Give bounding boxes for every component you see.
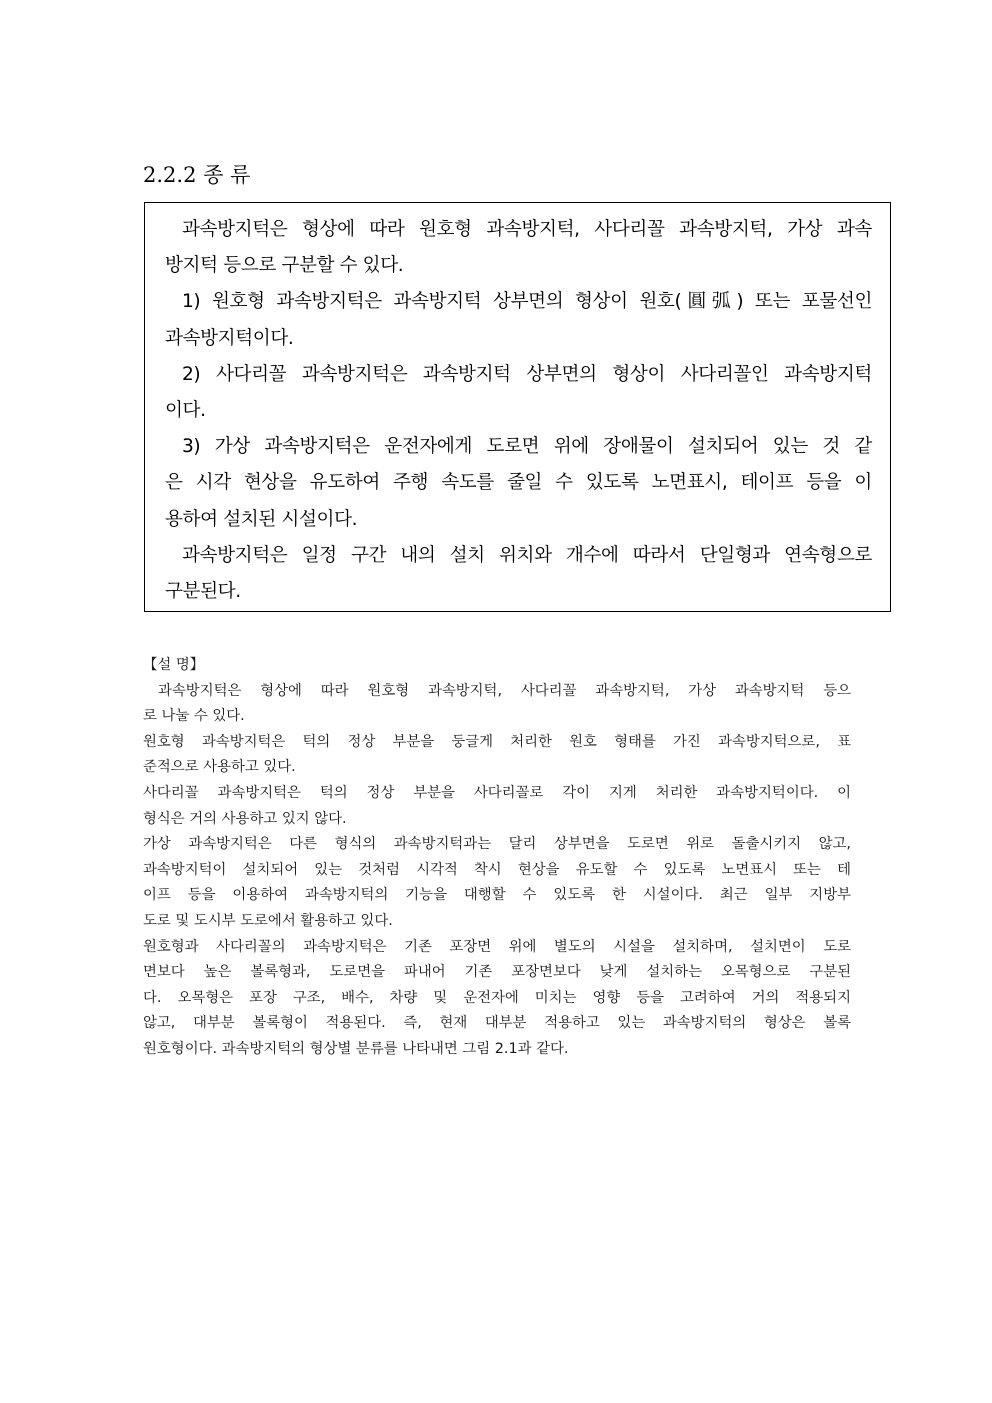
explanation-line: 이프 등을 이용하여 과속방지턱의 기능을 대행할 수 있도록 한 시설이다. 최근 일부 지방부 xyxy=(143,887,851,904)
explanation-line: 사다리꼴 과속방지턱은 턱의 정상 부분을 사다리꼴로 각이 지게 처리한 과속방지턱이다. 이 xyxy=(143,784,851,801)
explanation-line: 과속방지턱은 형상에 따라 원호형 과속방지턱, 사다리꼴 과속방지턱, 가상 과속방지턱 등으 xyxy=(158,682,851,699)
explanation-line: 과속방지턱이 설치되어 있는 것처럼 시각적 착시 현상을 유도할 수 있도록 노면표시 또는 테 xyxy=(143,861,851,878)
provision-line: 과속방지턱이다. xyxy=(165,327,294,349)
explanation-line: 않고, 대부분 볼록형이 적용된다. 즉, 현재 대부분 적용하고 있는 과속방지턱의 형상은 볼록 xyxy=(143,1015,851,1032)
explanation-line: 도로 및 도시부 도로에서 활용하고 있다. xyxy=(143,912,393,929)
explanation-title: 【설 명】 xyxy=(143,657,205,673)
provision-line: 방지턱 등으로 구분할 수 있다. xyxy=(165,255,404,277)
explanation-line: 형식은 거의 사용하고 있지 않다. xyxy=(143,810,347,827)
explanation-section xyxy=(143,653,851,1063)
section-heading: 2.2.2 종 류 xyxy=(143,163,251,187)
explanation-line: 가상 과속방지턱은 다른 형식의 과속방지턱과는 달리 상부면을 도로면 위로 돌출시키지 않고, xyxy=(143,836,851,853)
provision-line: 이다. xyxy=(165,399,206,421)
provision-line: 구분된다. xyxy=(165,580,241,602)
provision-line: 3) 가상 과속방지턱은 운전자에게 도로면 위에 장애물이 설치되어 있는 것 같 xyxy=(182,436,872,458)
explanation-line: 준적으로 사용하고 있다. xyxy=(143,759,296,776)
explanation-line: 면보다 높은 볼록형과, 도로면을 파내어 기존 포장면보다 낮게 설치하는 오목형으로 구분된 xyxy=(143,964,851,981)
provision-line: 용하여 설치된 시설이다. xyxy=(165,508,358,530)
explanation-line: 원호형 과속방지턱은 턱의 정상 부분을 둥글게 처리한 원호 형태를 가진 과속방지턱으로, 표 xyxy=(143,733,851,750)
provision-line: 과속방지턱은 형상에 따라 원호형 과속방지턱, 사다리꼴 과속방지턱, 가상 과속 xyxy=(182,219,872,240)
explanation-line: 원호형이다. 과속방지턱의 형상별 분류를 나타내면 그림 2.1과 같다. xyxy=(143,1040,569,1057)
provision-line: 은 시각 현상을 유도하여 주행 속도를 줄일 수 있도록 노면표시, 테이프 등을 이 xyxy=(165,472,872,494)
provision-line: 과속방지턱은 일정 구간 내의 설치 위치와 개수에 따라서 단일형과 연속형으로 xyxy=(182,544,872,566)
explanation-line: 원호형과 사다리꼴의 과속방지턱은 기존 포장면 위에 별도의 시설을 설치하며, 설치면이 도로 xyxy=(143,938,851,955)
explanation-line: 다. 오목형은 포장 구조, 배수, 차량 및 운전자에 미치는 영향 등을 고려하여 거의 적용되지 xyxy=(143,989,851,1006)
provision-line: 1) 원호형 과속방지턱은 과속방지턱 상부면의 형상이 원호(圓弧) 또는 포물선인 xyxy=(182,291,872,313)
provision-line: 2) 사다리꼴 과속방지턱은 과속방지턱 상부면의 형상이 사다리꼴인 과속방지턱 xyxy=(182,363,872,385)
explanation-line: 로 나눌 수 있다. xyxy=(143,708,245,725)
provision-box xyxy=(144,202,891,612)
